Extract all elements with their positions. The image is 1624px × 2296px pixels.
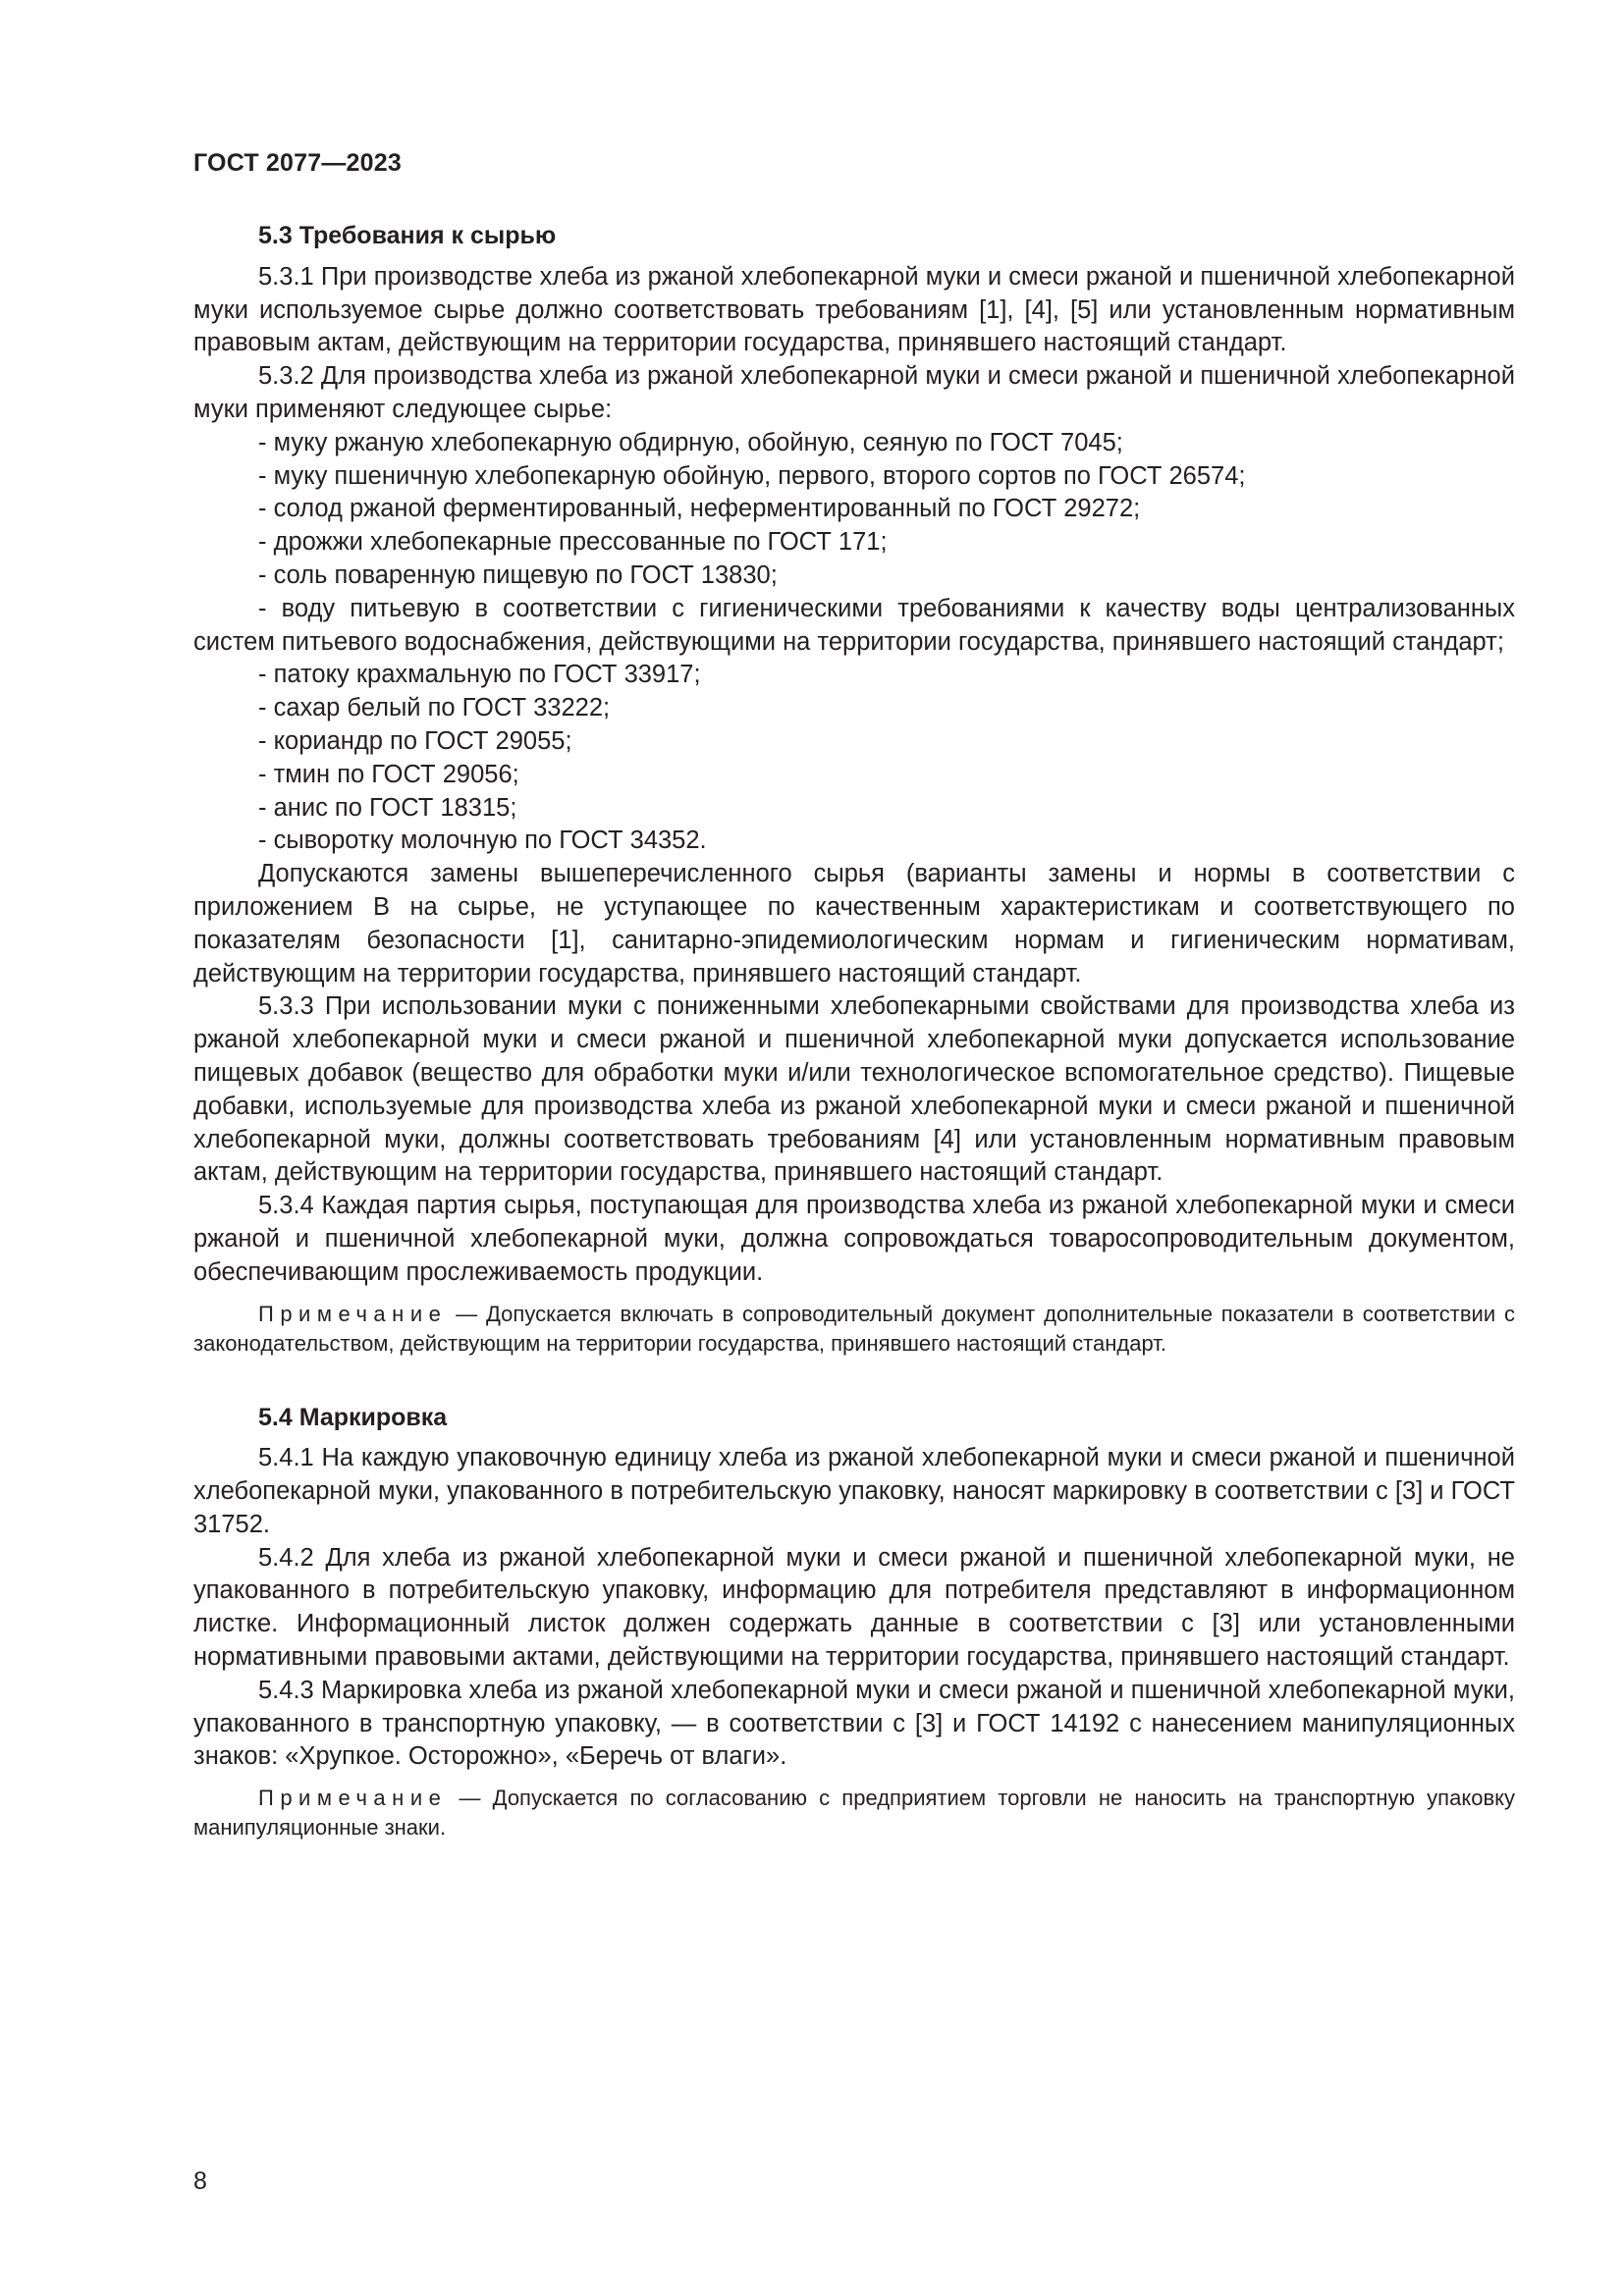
list-item: - муку ржаную хлебопекарную обдирную, обойную, сеяную по ГОСТ 7045; [258,428,1123,456]
list-item: - дрожжи хлебопекарные прессованные по ГОСТ 171; [258,528,888,557]
paragraph-5-4-3: 5.4.3 Маркировка хлеба из ржаной хлебопекарной муки и смеси ржаной и пшеничной хлебопекарной муки, упакованного в транспортную упаковку, — в соответствии с [3] и ГОСТ 14192 с нанесением манипуляционных знаков: «Хрупкое. Осторожно», «Беречь от влаги». [193,1676,1515,1771]
section-5-3-heading: 5.3 Требования к сырью [258,222,557,249]
list-item: - солод ржаной ферментированный, неферментированный по ГОСТ 29272; [258,495,1141,523]
list-item: - тмин по ГОСТ 29056; [258,760,519,788]
note-label: Примечание [258,1301,448,1326]
paragraph-5-3-2: 5.3.2 Для производства хлеба из ржаной хлебопекарной муки и смеси ржаной и пшеничной хлебопекарной муки применяют следующее сырье: [193,362,1515,423]
paragraph-5-3-1: 5.3.1 При производстве хлеба из ржаной хлебопекарной муки и смеси ржаной и пшеничной хлебопекарной муки используемое сырье должно соответствовать требованиям [1], [4], [5] или установленным нормативным правовым актам, действующим на территории государства, принявшего настоящий стандарт. [193,262,1515,357]
raw-materials-list [193,427,1515,858]
note-5-3 [193,1300,1515,1359]
page-number: 8 [193,2167,207,2195]
list-item: - муку пшеничную хлебопекарную обойную, первого, второго сортов по ГОСТ 26574; [258,461,1246,490]
paragraph-5-4-2: 5.4.2 Для хлеба из ржаной хлебопекарной муки и смеси ржаной и пшеничной хлебопекарной муки, не упакованного в потребительскую упаковку, информацию для потребителя представляют в информационном листке. Информационный листок должен содержать данные в соответствии с [3] или установленными нормативными правовыми актами, действующими на территории государства, принявшего настоящий стандарт. [193,1543,1515,1672]
page-content [193,220,1515,1842]
list-item: - сыворотку молочную по ГОСТ 34352. [258,827,707,855]
note-5-4 [193,1784,1515,1842]
paragraph-5-4-1: 5.4.1 На каждую упаковочную единицу хлеба из ржаной хлебопекарной муки и смеси ржаной и пшеничной хлебопекарной муки, упакованного в потребительскую упаковку, наносят маркировку в соответствии с [3] и ГОСТ 31752. [193,1444,1515,1538]
list-item: - воду питьевую в соответствии с гигиеническими требованиями к качеству воды централизованных систем питьевого водоснабжения, действующими на территории государства, принявшего настоящий стандарт; [193,594,1515,656]
note-text: — Допускается включать в сопроводительный документ дополнительные показатели в соответствии с законодательством, действующим на территории государства, принявшего настоящий стандарт. [193,1301,1515,1356]
document-code: ГОСТ 2077—2023 [193,149,402,177]
list-item: - патоку крахмальную по ГОСТ 33917; [258,661,701,689]
list-item: - соль поваренную пищевую по ГОСТ 13830; [258,561,778,589]
list-item: - анис по ГОСТ 18315; [258,793,517,822]
list-item: - сахар белый по ГОСТ 33222; [258,694,611,722]
paragraph-5-3-3: 5.3.3 При использовании муки с пониженными хлебопекарными свойствами для производства хлеба из ржаной хлебопекарной муки и смеси ржаной и пшеничной хлебопекарной муки допускается использование пищевых добавок (вещество для обработки муки и/или технологическое вспомогательное средство). Пищевые добавки, используемые для производства хлеба из ржаной хлебопекарной муки и смеси ржаной и пшеничной хлебопекарной муки, должны соответствовать требованиям [4] или установленным нормативным правовым актам, действующим на территории государства, принявшего настоящий стандарт. [193,992,1515,1187]
list-item: - кориандр по ГОСТ 29055; [258,726,572,755]
note-text: — Допускается по согласованию с предприятием торговли не наносить на транспортную упаковку манипуляционные знаки. [193,1786,1515,1841]
paragraph-substitutions: Допускаются замены вышеперечисленного сырья (варианты замены и нормы в соответствии с приложением В на сырье, не уступающее по качественным характеристикам и соответствующего по показателям безопасности [1], санитарно-эпидемиологическим нормам и гигиеническим нормативам, действующим на территории государства, принявшего настоящий стандарт. [193,860,1515,988]
paragraph-5-3-4: 5.3.4 Каждая партия сырья, поступающая для производства хлеба из ржаной хлебопекарной муки и смеси ржаной и пшеничной хлебопекарной муки, должна сопровождаться товаросопроводительным документом, обеспечивающим прослеживаемость продукции. [193,1192,1515,1286]
note-label: Примечание [258,1786,448,1811]
section-5-4-heading: 5.4 Маркировка [258,1403,448,1431]
